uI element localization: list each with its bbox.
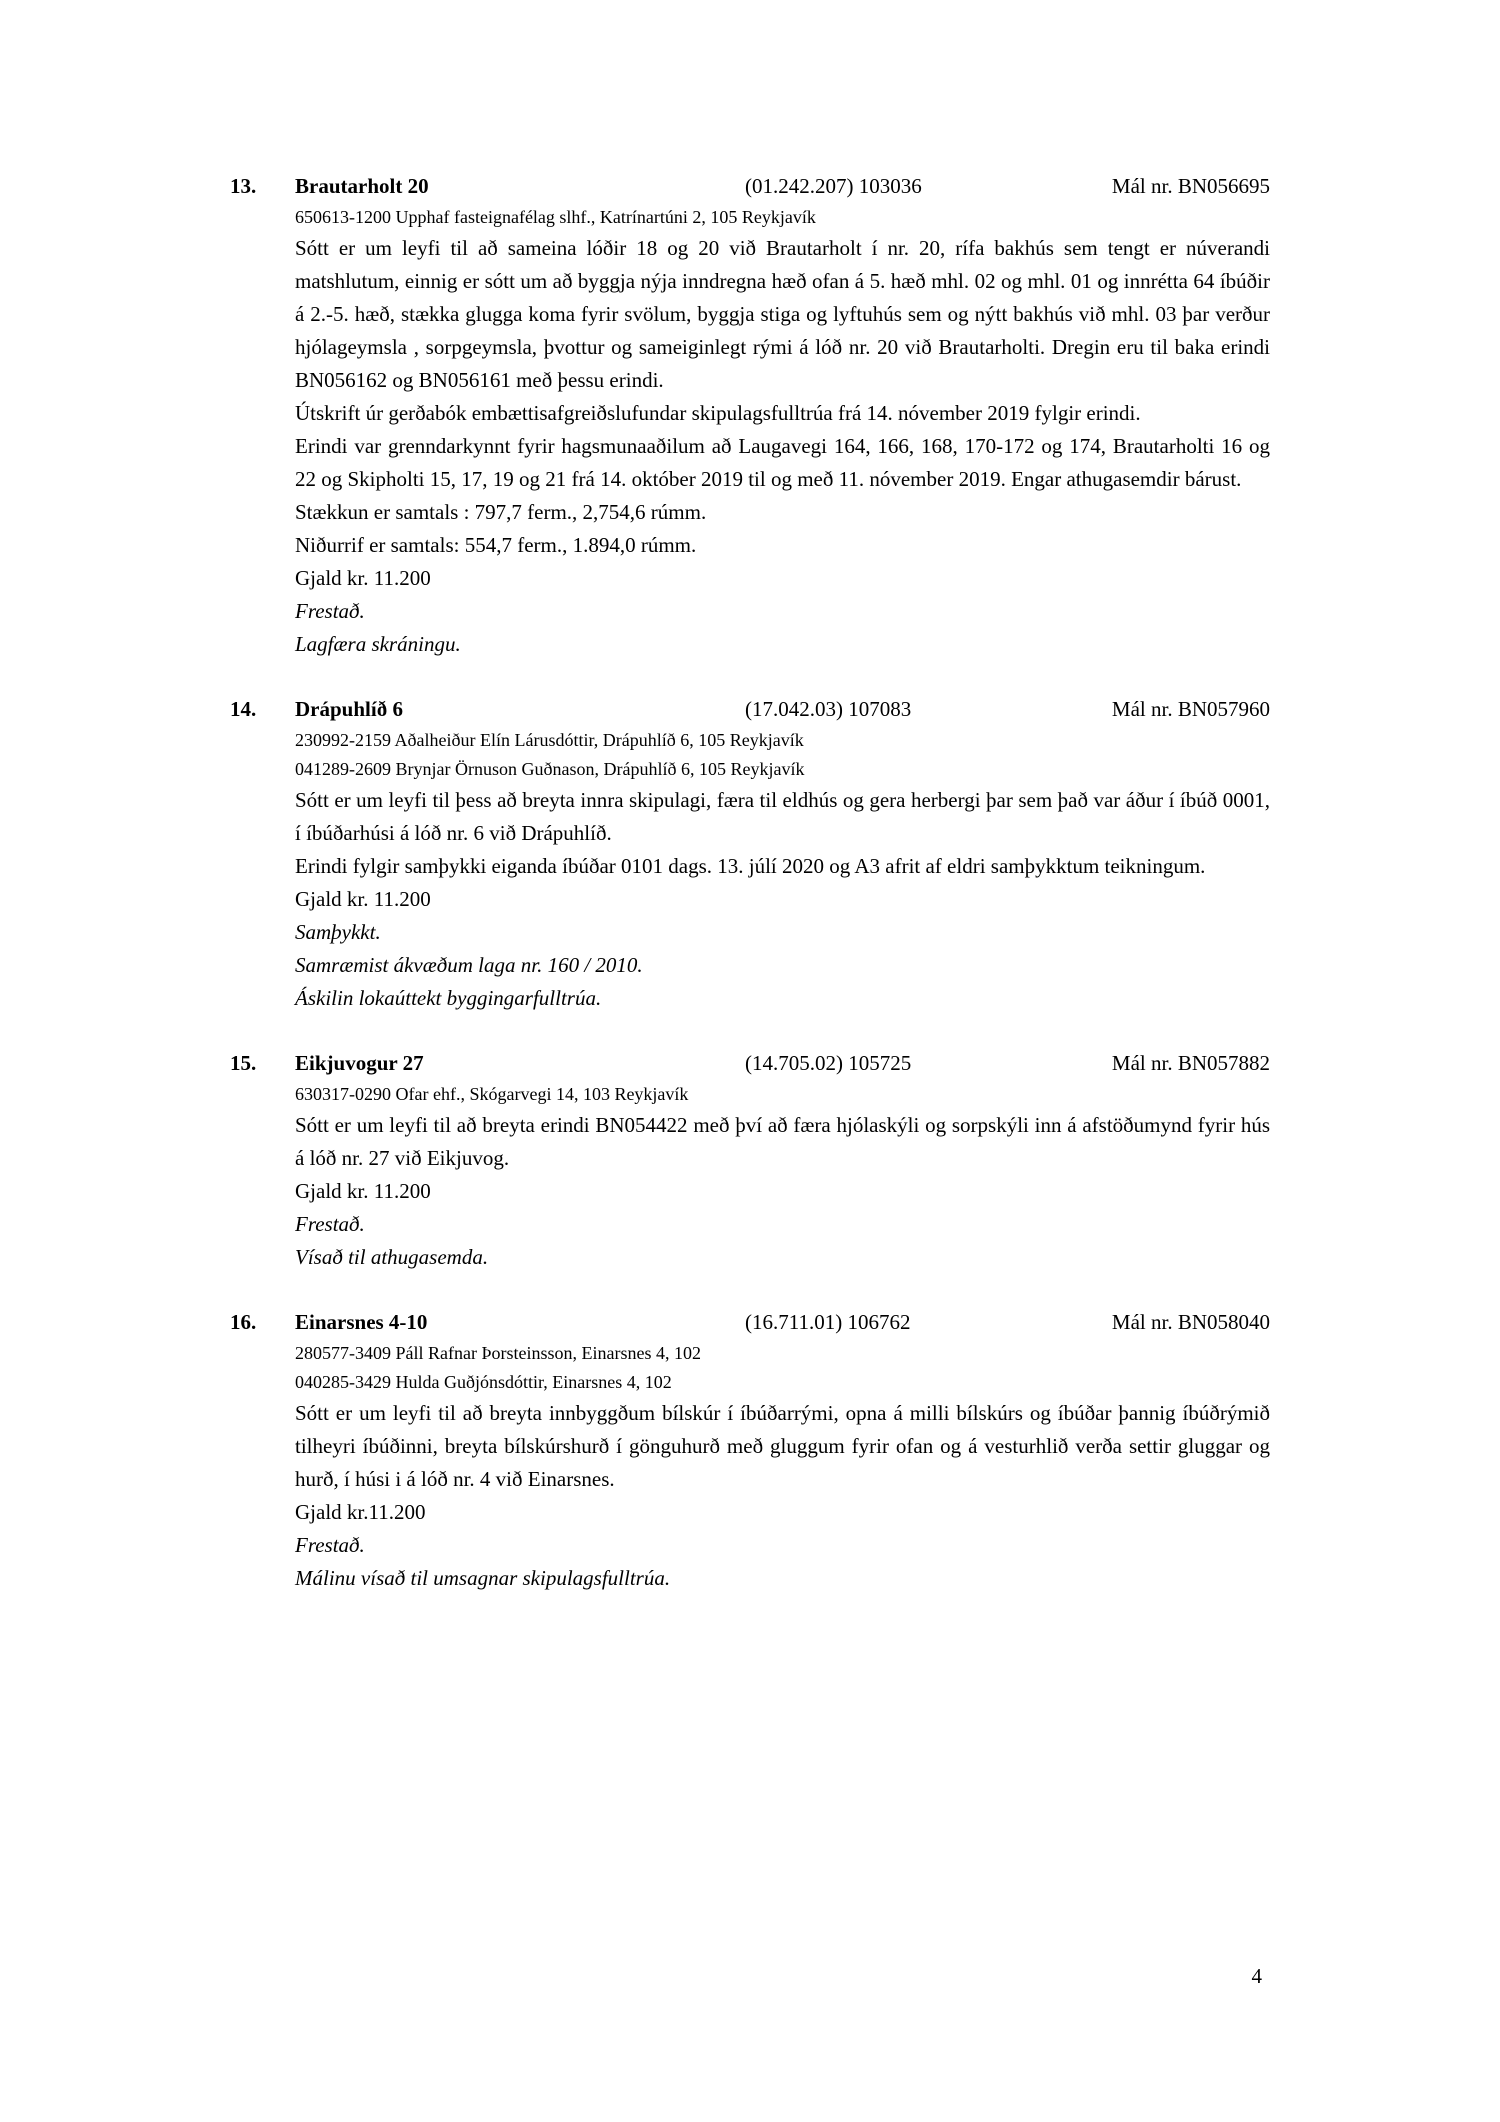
- agenda-item: [230, 1047, 1270, 1274]
- item-case-number: Mál nr. BN056695: [1111, 174, 1270, 198]
- item-paragraph: Sótt er um leyfi til að breyta innbyggðum bílskúr í íbúðarrými, opna á milli bílskúrs og íbúðar þannig íbúðrýmið tilheyri íbúðinni, breyta bílskúrshurð í gönguhurð með gluggum fyrir ofan og á vesturhlið verða settir gluggar og hurð, í húsi i á lóð nr. 4 við Einarsnes.: [295, 1401, 1270, 1491]
- item-body: [295, 1080, 1270, 1274]
- item-case-number: Mál nr. BN057960: [1111, 697, 1270, 721]
- item-body: [295, 726, 1270, 1015]
- item-paragraph: Erindi fylgir samþykki eiganda íbúðar 0101 dags. 13. júlí 2020 og A3 afrit af eldri samþykktum teikningum.: [295, 854, 1206, 878]
- agenda-items-list: [230, 170, 1270, 1595]
- item-reference-number: (01.242.207) 103036: [745, 174, 922, 198]
- item-number: 15.: [230, 1051, 257, 1075]
- agenda-item: [230, 170, 1270, 661]
- item-paragraph: Gjald kr. 11.200: [295, 1179, 431, 1203]
- decision-line: Samræmist ákvæðum laga nr. 160 / 2010.: [295, 953, 643, 977]
- item-paragraph: Gjald kr. 11.200: [295, 566, 431, 590]
- agenda-item: [230, 1306, 1270, 1595]
- item-number: 14.: [230, 697, 257, 721]
- item-paragraph: Sótt er um leyfi til að sameina lóðir 18 og 20 við Brautarholt í nr. 20, rífa bakhús sem tengt er núverandi matshlutum, einnig er sótt um að byggja nýja inndregna hæð ofan á 5. hæð mhl. 02 og mhl. 01 og innrétta 64 íbúðir á 2.-5. hæð, stækka glugga koma fyrir svölum, byggja stiga og lyftuhús sem og nýtt bakhús við mhl. 03 þar verður hjólageymsla , sorpgeymsla, þvottur og sameiginlegt rými á lóð nr. 20 við Brautarholti. Dregin eru til baka erindi BN056162 og BN056161 með þessu erindi.: [295, 236, 1270, 392]
- agenda-item-header: [230, 693, 1270, 726]
- item-paragraph: Útskrift úr gerðabók embættisafgreiðslufundar skipulagsfulltrúa frá 14. nóvember 2019 fylgir erindi.: [295, 401, 1141, 425]
- page-number: 4: [1251, 1964, 1262, 1988]
- item-body: [295, 1339, 1270, 1595]
- agenda-item-header: [230, 170, 1270, 203]
- party-line: 230992-2159 Aðalheiður Elín Lárusdóttir, Drápuhlíð 6, 105 Reykjavík: [295, 730, 804, 750]
- party-line: 630317-0290 Ofar ehf., Skógarvegi 14, 103 Reykjavík: [295, 1084, 689, 1104]
- party-line: 041289-2609 Brynjar Örnuson Guðnason, Drápuhlíð 6, 105 Reykjavík: [295, 759, 805, 779]
- agenda-item-header: [230, 1047, 1270, 1080]
- item-case-number: Mál nr. BN057882: [1111, 1051, 1270, 1075]
- decision-line: Lagfæra skráningu.: [295, 632, 461, 656]
- party-line: 040285-3429 Hulda Guðjónsdóttir, Einarsnes 4, 102: [295, 1372, 672, 1392]
- decision-line: Frestað.: [295, 1533, 365, 1557]
- item-paragraph: Sótt er um leyfi til að breyta erindi BN054422 með því að færa hjólaskýli og sorpskýli inn á afstöðumynd fyrir hús á lóð nr. 27 við Eikjuvog.: [295, 1113, 1270, 1170]
- item-reference-number: (14.705.02) 105725: [745, 1051, 912, 1075]
- item-paragraph: Stækkun er samtals : 797,7 ferm., 2,754,6 rúmm.: [295, 500, 707, 524]
- decision-line: Málinu vísað til umsagnar skipulagsfulltrúa.: [295, 1566, 671, 1590]
- item-number: 16.: [230, 1310, 257, 1334]
- item-paragraph: Sótt er um leyfi til þess að breyta innra skipulagi, færa til eldhús og gera herbergi þar sem það var áður í íbúð 0001, í íbúðarhúsi á lóð nr. 6 við Drápuhlíð.: [295, 788, 1270, 845]
- agenda-item-header: [230, 1306, 1270, 1339]
- decision-line: Frestað.: [295, 599, 365, 623]
- item-title: Brautarholt 20: [295, 174, 429, 198]
- item-paragraph: Erindi var grenndarkynnt fyrir hagsmunaaðilum að Laugavegi 164, 166, 168, 170-172 og 174, Brautarholti 16 og 22 og Skipholti 15, 17, 19 og 21 frá 14. október 2019 til og með 11. nóvember 2019. Engar athugasemdir bárust.: [295, 434, 1270, 491]
- item-case-number: Mál nr. BN058040: [1111, 1310, 1270, 1334]
- item-paragraph: Gjald kr. 11.200: [295, 887, 431, 911]
- item-paragraph: Gjald kr.11.200: [295, 1500, 426, 1524]
- decision-line: Vísað til athugasemda.: [295, 1245, 489, 1269]
- agenda-item: [230, 693, 1270, 1015]
- item-number: 13.: [230, 174, 257, 198]
- item-paragraph: Niðurrif er samtals: 554,7 ferm., 1.894,0 rúmm.: [295, 533, 697, 557]
- decision-line: Samþykkt.: [295, 920, 381, 944]
- item-body: [295, 203, 1270, 661]
- item-title: Eikjuvogur 27: [295, 1051, 424, 1075]
- item-title: Einarsnes 4-10: [295, 1310, 428, 1334]
- item-reference-number: (16.711.01) 106762: [745, 1310, 911, 1334]
- item-reference-number: (17.042.03) 107083: [745, 697, 912, 721]
- decision-line: Frestað.: [295, 1212, 365, 1236]
- decision-line: Áskilin lokaúttekt byggingarfulltrúa.: [295, 986, 602, 1010]
- item-title: Drápuhlíð 6: [295, 697, 403, 721]
- party-line: 650613-1200 Upphaf fasteignafélag slhf., Katrínartúni 2, 105 Reykjavík: [295, 207, 816, 227]
- party-line: 280577-3409 Páll Rafnar Þorsteinsson, Einarsnes 4, 102: [295, 1343, 701, 1363]
